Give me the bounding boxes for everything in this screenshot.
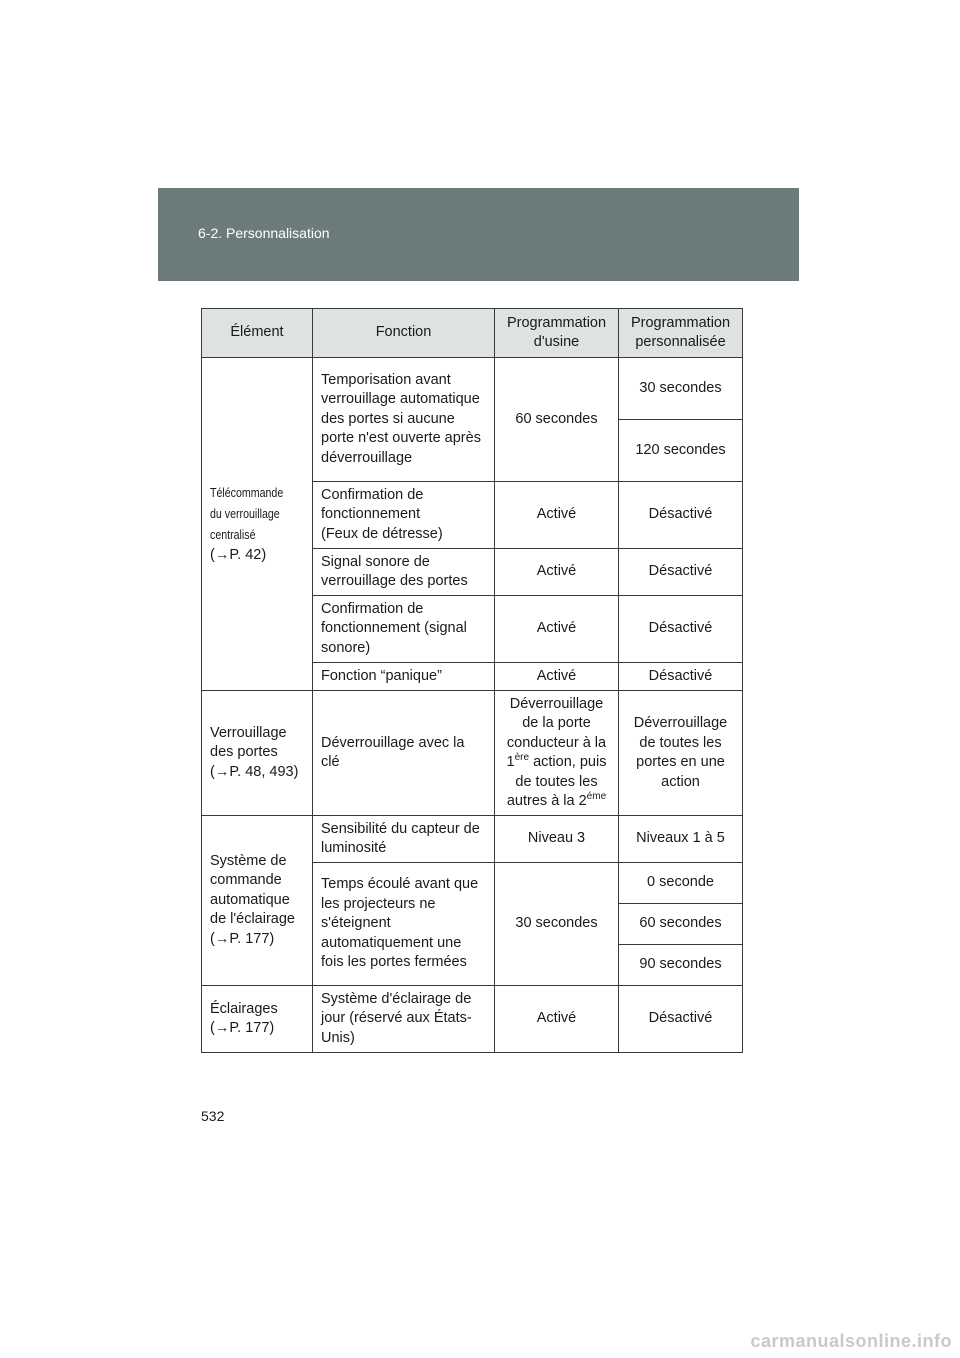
- custom-cell: Désactivé: [619, 596, 743, 663]
- function-line: fonctionnement: [321, 506, 421, 523]
- function-cell: Temps écoulé avant que les projecteurs ne s'éteignent automatiquement une fois les portes fermées: [313, 863, 495, 986]
- table-row: [202, 358, 743, 420]
- item-lights-ref: (→P. 177): [210, 1020, 275, 1036]
- item-remote-line1: Télécommande: [210, 485, 284, 500]
- item-door-lock-ref: (→P. 48, 493): [210, 763, 299, 780]
- item-lights-label: Éclairages: [210, 1000, 278, 1017]
- item-auto-light-label: Système de commande automatique de l'éclairage: [210, 852, 295, 928]
- factory-cell: Niveau 3: [495, 816, 619, 863]
- custom-cell: Désactivé: [619, 549, 743, 596]
- function-cell: Signal sonore de verrouillage des portes: [313, 549, 495, 596]
- header-function: Fonction: [313, 309, 495, 358]
- table-row: [202, 691, 743, 816]
- factory-cell: [495, 691, 619, 816]
- function-line: (Feux de détresse): [321, 525, 443, 542]
- watermark-text: carmanualsonline.info: [750, 1331, 952, 1351]
- table-row: [202, 986, 743, 1053]
- factory-sup2: éme: [586, 791, 607, 803]
- custom-cell: Désactivé: [619, 663, 743, 691]
- custom-cell: 30 secondes: [619, 358, 743, 420]
- function-cell: Système d'éclairage de jour (réservé aux États-Unis): [313, 986, 495, 1053]
- item-remote-locking: [202, 358, 313, 691]
- page-number: 532: [201, 1108, 225, 1124]
- item-door-lock-label: Verrouillage des portes: [210, 724, 287, 761]
- factory-cell: Activé: [495, 596, 619, 663]
- custom-cell: 120 secondes: [619, 420, 743, 482]
- function-cell: Confirmation de fonctionnement (signal sonore): [313, 596, 495, 663]
- custom-cell: Désactivé: [619, 986, 743, 1053]
- customization-table: [201, 308, 743, 1053]
- custom-cell: Déverrouillage de toutes les portes en une action: [619, 691, 743, 816]
- custom-cell: 60 secondes: [619, 904, 743, 945]
- function-line: Confirmation de: [321, 486, 424, 503]
- factory-cell: Activé: [495, 482, 619, 549]
- factory-cell: Activé: [495, 986, 619, 1053]
- factory-text-part2: action, puis de toutes les autres à la 2: [506, 754, 607, 809]
- item-remote-line2: du verrouillage: [210, 506, 280, 521]
- function-cell: Déverrouillage avec la clé: [313, 691, 495, 816]
- custom-cell: Niveaux 1 à 5: [619, 816, 743, 863]
- table-header-row: [202, 309, 743, 358]
- item-auto-light-ref: (→P. 177): [210, 930, 275, 947]
- factory-cell: Activé: [495, 663, 619, 691]
- factory-cell: 60 secondes: [495, 358, 619, 482]
- section-header-band: [158, 188, 799, 281]
- custom-cell: Désactivé: [619, 482, 743, 549]
- factory-sup1: ère: [514, 752, 530, 764]
- custom-cell: 0 seconde: [619, 863, 743, 904]
- item-door-lock: [202, 691, 313, 816]
- factory-text-part1: Déverrouillage de la porte conducteur à la 1: [506, 695, 607, 770]
- item-remote-line3: centralisé: [210, 527, 256, 542]
- item-remote-ref: (→P. 42): [210, 546, 267, 563]
- table-row: [202, 816, 743, 863]
- function-cell: Sensibilité du capteur de luminosité: [313, 816, 495, 863]
- function-cell: [313, 482, 495, 549]
- factory-cell: Activé: [495, 549, 619, 596]
- custom-cell: 90 secondes: [619, 945, 743, 986]
- function-cell: Fonction “panique”: [313, 663, 495, 691]
- item-auto-light: [202, 816, 313, 986]
- function-cell: Temporisation avant verrouillage automatique des portes si aucune porte n'est ouverte après déverrouillage: [313, 358, 495, 482]
- item-lights: [202, 986, 313, 1053]
- header-element: Élément: [202, 309, 313, 358]
- header-custom-setting: Programmation personnalisée: [619, 309, 743, 358]
- header-factory-setting: Programmation d'usine: [495, 309, 619, 358]
- factory-cell: 30 secondes: [495, 863, 619, 986]
- section-title: 6-2. Personnalisation: [198, 225, 330, 241]
